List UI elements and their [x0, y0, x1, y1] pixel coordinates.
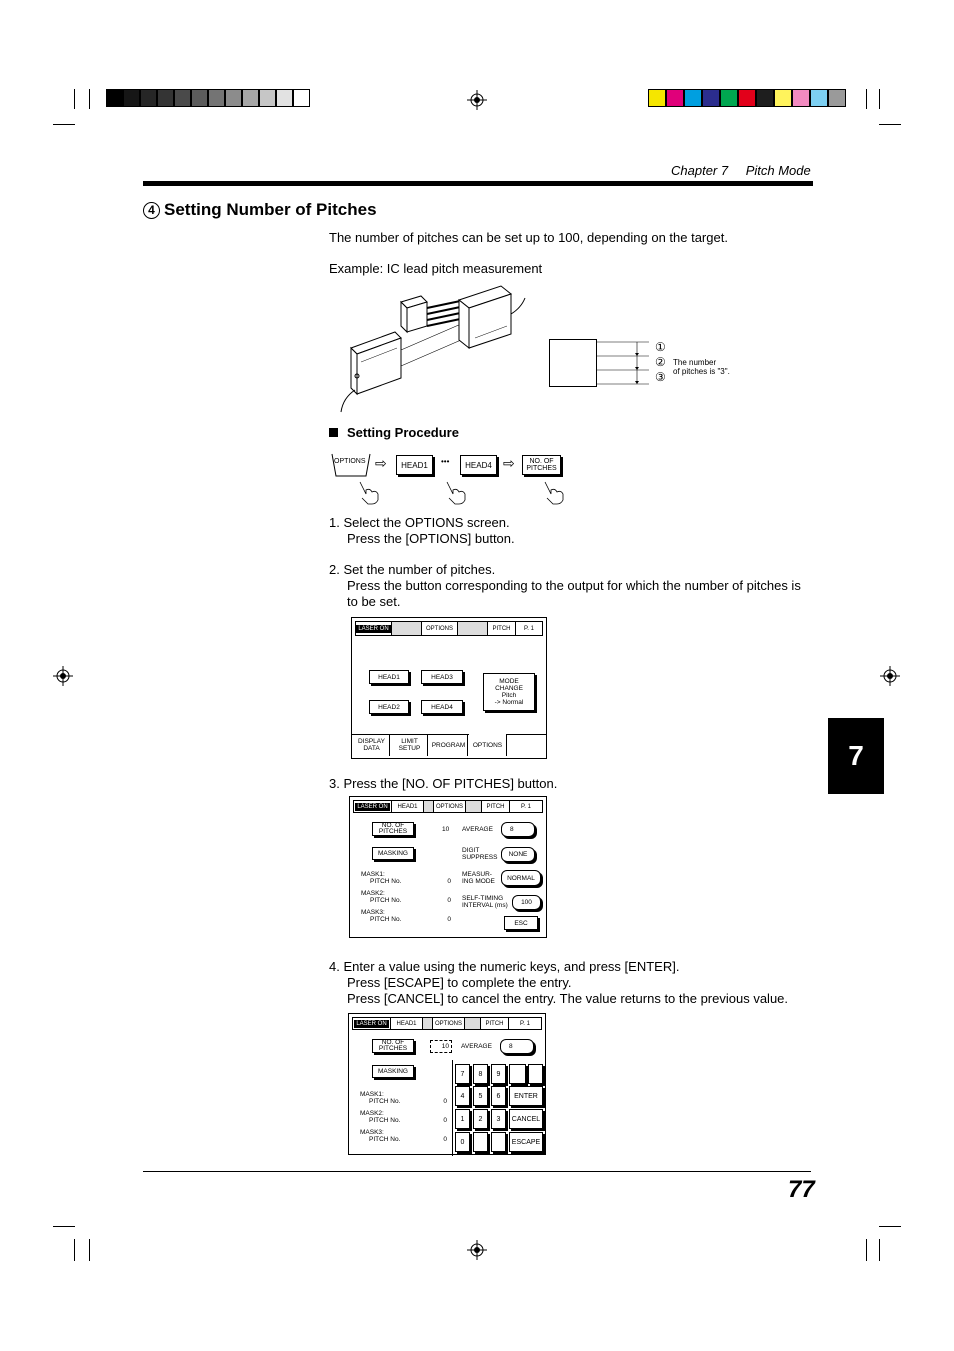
- key-blank[interactable]: [491, 1132, 506, 1152]
- color-swatch: [684, 89, 702, 107]
- pitch-mark-1: ①: [655, 340, 666, 354]
- key-8[interactable]: 8: [473, 1064, 488, 1084]
- page-number: 77: [788, 1176, 815, 1203]
- example-text: Example: IC lead pitch measurement: [329, 261, 543, 276]
- gray-swatch: [276, 89, 293, 107]
- pitches-entry-field[interactable]: 10: [430, 1040, 452, 1053]
- pitch-indicator: PITCH: [488, 622, 516, 635]
- average-select[interactable]: 8: [501, 822, 535, 837]
- key-0[interactable]: 0: [455, 1132, 470, 1152]
- color-swatch: [702, 89, 720, 107]
- gray-swatch: [123, 89, 140, 107]
- key-blank[interactable]: [473, 1132, 488, 1152]
- color-swatch: [648, 89, 666, 107]
- flow-no-of-pitches-button: NO. OF PITCHES: [522, 455, 561, 475]
- key-6[interactable]: 6: [491, 1086, 506, 1106]
- average-label: AVERAGE: [461, 1043, 492, 1050]
- pointing-hand-icon: [443, 480, 469, 506]
- flow-ellipsis: •••: [441, 457, 450, 466]
- pointing-hand-icon: [541, 480, 567, 506]
- mode-change-button[interactable]: MODE CHANGE Pitch -> Normal: [483, 673, 535, 711]
- color-swatch: [738, 89, 756, 107]
- section-heading: [143, 200, 377, 220]
- diagram-caption: The number of pitches is "3".: [673, 358, 730, 376]
- color-swatch: [828, 89, 846, 107]
- escape-button[interactable]: ESCAPE: [509, 1132, 543, 1152]
- head4-button[interactable]: HEAD4: [421, 700, 463, 714]
- color-swatch: [774, 89, 792, 107]
- color-swatch: [792, 89, 810, 107]
- arrow-right-icon: ⇨: [375, 455, 387, 471]
- tab-display-data[interactable]: DISPLAY DATA: [354, 734, 390, 756]
- gray-swatch: [174, 89, 191, 107]
- arrow-right-icon: ⇨: [503, 455, 515, 471]
- key-5[interactable]: 5: [473, 1086, 488, 1106]
- gray-swatch: [157, 89, 174, 107]
- laser-on-indicator: LASER ON: [356, 622, 392, 635]
- measuring-mode-label: MEASUR- ING MODE: [462, 871, 495, 885]
- step-3: 3. Press the [NO. OF PITCHES] button.: [329, 776, 558, 791]
- head1-button[interactable]: HEAD1: [369, 670, 409, 684]
- gray-swatch: [140, 89, 157, 107]
- average-label: AVERAGE: [462, 826, 493, 833]
- color-swatch: [720, 89, 738, 107]
- running-header: [671, 163, 811, 178]
- pitch-mark-2: ②: [655, 355, 666, 369]
- color-swatch: [756, 89, 774, 107]
- procedure-heading: [329, 425, 459, 440]
- flow-head4-button: HEAD4: [460, 455, 497, 475]
- tab-options[interactable]: OPTIONS: [469, 734, 507, 756]
- gray-swatch: [106, 89, 123, 107]
- registration-mark-left: [53, 666, 73, 686]
- options-tab-icon: [330, 452, 372, 478]
- masking-button[interactable]: MASKING: [372, 1065, 414, 1078]
- key-3[interactable]: 3: [491, 1109, 506, 1129]
- screen-header-bar: LASER ON HEAD1 OPTIONS PITCH P. 1: [353, 800, 543, 813]
- gray-swatch: [242, 89, 259, 107]
- cancel-button[interactable]: CANCEL: [509, 1109, 543, 1129]
- pitch-mark-3: ③: [655, 370, 666, 384]
- digit-suppress-select[interactable]: NONE: [501, 847, 535, 862]
- esc-button[interactable]: ESC: [504, 916, 538, 930]
- chapter-label: Chapter 7: [671, 163, 729, 178]
- screen-header-bar: [355, 621, 543, 636]
- key-9[interactable]: 9: [491, 1064, 506, 1084]
- flow-options-label: OPTIONS: [334, 458, 366, 465]
- head1-options-screen: [349, 796, 547, 938]
- step-1: 1. Select the OPTIONS screen. Press the [OPTIONS] button.: [329, 515, 515, 546]
- section-label: Pitch Mode: [745, 163, 811, 178]
- gray-swatch: [225, 89, 242, 107]
- chapter-tab: 7: [828, 718, 884, 794]
- intro-text: The number of pitches can be set up to 100, depending on the target.: [329, 230, 728, 245]
- screen-header-bar: LASER ON HEAD1 OPTIONS PITCH P. 1: [352, 1017, 542, 1030]
- color-swatch: [810, 89, 828, 107]
- measuring-mode-select[interactable]: NORMAL: [501, 870, 541, 886]
- flow-head1-button: HEAD1: [396, 455, 433, 475]
- registration-mark-right: [880, 666, 900, 686]
- pitches-value: 10: [442, 826, 450, 833]
- masking-button[interactable]: MASKING: [372, 847, 414, 860]
- no-of-pitches-button[interactable]: NO. OF PITCHES: [372, 1039, 414, 1053]
- header-rule: [143, 181, 813, 186]
- heading-number-badge: 4: [143, 202, 160, 219]
- footer-rule: [143, 1171, 811, 1172]
- key-4[interactable]: 4: [455, 1086, 470, 1106]
- keypad-divider: [452, 1060, 453, 1156]
- head2-button[interactable]: HEAD2: [369, 700, 409, 714]
- tab-program[interactable]: PROGRAM: [430, 734, 468, 756]
- registration-mark-bottom: [467, 1240, 487, 1260]
- key-2[interactable]: 2: [473, 1109, 488, 1129]
- pitch-lines: [597, 339, 655, 387]
- gray-swatch: [191, 89, 208, 107]
- registration-mark-top: [467, 90, 487, 110]
- gray-swatch: [293, 89, 310, 107]
- no-of-pitches-button[interactable]: NO. OF PITCHES: [372, 822, 414, 836]
- procedure-title: Setting Procedure: [347, 425, 459, 440]
- self-timing-select[interactable]: 100: [512, 895, 541, 910]
- pitch-target-box: [549, 339, 597, 387]
- gray-swatch: [259, 89, 276, 107]
- screen-title: OPTIONS: [422, 622, 458, 635]
- gray-swatch: [208, 89, 225, 107]
- color-swatch: [666, 89, 684, 107]
- key-blank[interactable]: [509, 1064, 526, 1084]
- digit-suppress-label: DIGIT SUPPRESS: [462, 847, 498, 861]
- pointing-hand-icon: [356, 480, 382, 506]
- key-1[interactable]: 1: [455, 1109, 470, 1129]
- mask-list: MASK1: PITCH No. 0 MASK2: PITCH No. 0 MASK3: PITCH No. 0: [360, 1091, 447, 1143]
- step-2: 2. Set the number of pitches. Press the button corresponding to the output for which the number of pitches is to be set.: [329, 562, 801, 609]
- key-7[interactable]: 7: [455, 1064, 470, 1084]
- square-bullet-icon: [329, 428, 338, 437]
- step-4: 4. Enter a value using the numeric keys, and press [ENTER]. Press [ESCAPE] to complete the entry. Press [CANCEL] to cancel the entry. The value returns to the previous value.: [329, 959, 789, 1006]
- enter-button[interactable]: ENTER: [509, 1086, 543, 1106]
- self-timing-label: SELF-TIMING INTERVAL (ms): [462, 895, 508, 909]
- average-select[interactable]: 8: [500, 1039, 534, 1054]
- numeric-entry-screen: [348, 1013, 546, 1155]
- ic-lead-pitch-illustration: [335, 280, 535, 415]
- heading-title: Setting Number of Pitches: [164, 200, 377, 219]
- key-blank[interactable]: [528, 1064, 543, 1084]
- page-indicator: P. 1: [524, 625, 534, 632]
- options-screen: [351, 617, 547, 759]
- mask-list: MASK1: PITCH No. 0 MASK2: PITCH No. 0 MASK3: PITCH No. 0: [361, 871, 451, 923]
- tab-limit-setup[interactable]: LIMIT SETUP: [392, 734, 428, 756]
- head3-button[interactable]: HEAD3: [421, 670, 463, 684]
